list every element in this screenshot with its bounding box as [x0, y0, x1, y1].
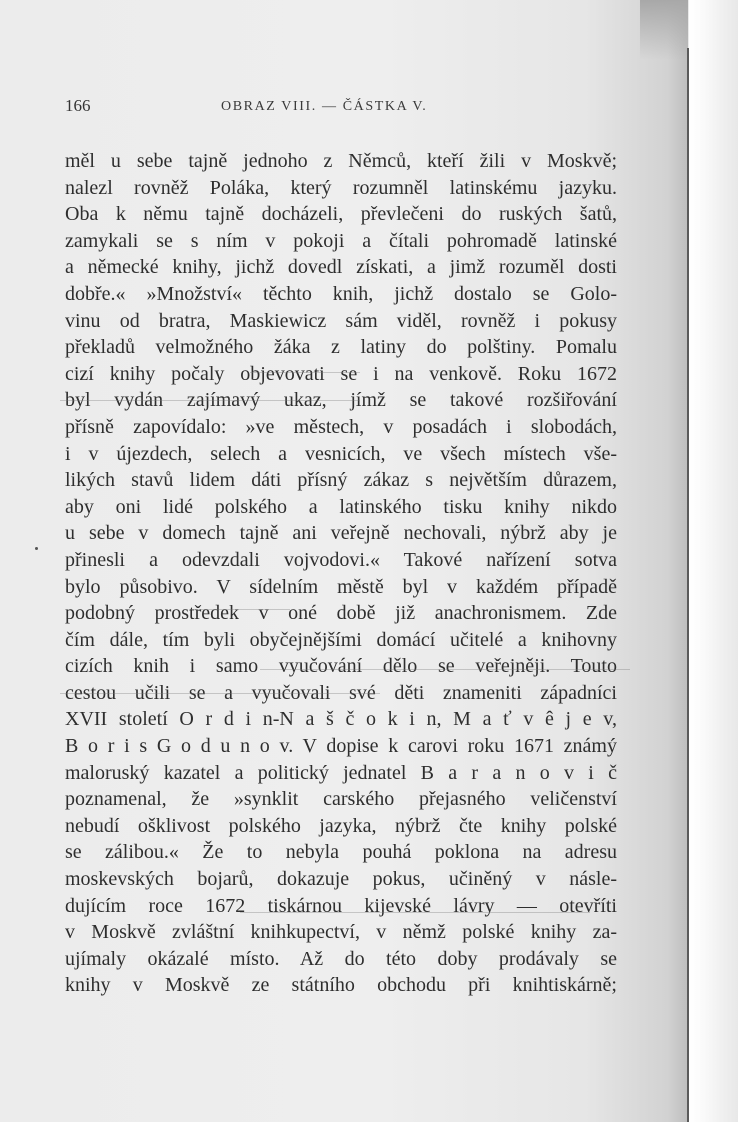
- text-line: přinesli a odevzdali vojvodovi.« Takové nařízení sotva: [65, 548, 617, 571]
- text-line: dujícím roce 1672 tiskárnou kijevské lávry — otevříti: [65, 894, 617, 917]
- pencil-underline: [60, 693, 380, 694]
- body-text: [65, 148, 617, 999]
- text-line: poznamenal, že »synklit carského přejasného veličenství: [65, 788, 617, 811]
- text-line: i v újezdech, selech a vesnicích, ve všech místech vše-: [65, 442, 617, 465]
- text-line: se zálibou.« Že to nebyla pouhá poklona na adresu: [65, 841, 617, 864]
- text-line: měl u sebe tajně jednoho z Němců, kteří žili v Moskvě;: [65, 150, 617, 172]
- text-line: B o r i s G o d u n o v. V dopise k carovi roku 1671 známý: [65, 735, 617, 758]
- text-line: zamykali se s ním v pokoji a čítali pohromadě latinské: [65, 229, 617, 252]
- running-head: OBRAZ VIII. — ČÁSTKA V.: [221, 99, 428, 114]
- text-line: překladů velmožného žáka z latiny do polštiny. Pomalu: [65, 336, 617, 359]
- text-line: v Moskvě zvláštní knihkupectví, v němž polské knihy za-: [65, 921, 617, 944]
- pencil-underline: [240, 912, 590, 913]
- text-line: vinu od bratra, Maskiewicz sám viděl, rovněž i pokusy: [65, 309, 617, 332]
- pencil-underline: [60, 400, 360, 401]
- text-line: cizích knih i samo vyučování dělo se veřejněji. Touto: [65, 655, 617, 678]
- text-line: nebudí ošklivost polského jazyka, nýbrž čte knihy polské: [65, 814, 617, 837]
- text-line: čím dále, tím byli obyčejnějšími domácí učitelé a knihovny: [65, 628, 617, 651]
- text-line: knihy v Moskvě ze státního obchodu při knihtiskárně;: [65, 974, 617, 997]
- text-line: Oba k němu tajně docházeli, převlečeni do ruských šatů,: [65, 203, 617, 226]
- text-line: dobře.« »Množství« těchto knih, jichž dostalo se Golo-: [65, 282, 617, 305]
- text-line: maloruský kazatel a politický jednatel B a r a n o v i č: [65, 761, 617, 784]
- text-line: likých stavů lidem dáti přísný zákaz s největším důrazem,: [65, 469, 617, 492]
- pencil-underline: [250, 372, 360, 373]
- gutter-shadow: [640, 0, 688, 60]
- margin-mark: [35, 547, 38, 550]
- text-line: cizí knihy počaly objevovati se i na venkově. Roku 1672: [65, 362, 617, 385]
- text-line: nalezl rovněž Poláka, který rozumněl latinskému jazyku.: [65, 176, 617, 199]
- text-line: cestou učili se a vyučovali své děti znameniti západníci: [65, 681, 617, 704]
- text-line: XVII století O r d i n-N a š č o k i n, M a ť v ê j e v,: [65, 708, 617, 731]
- text-line: moskevských bojarů, dokazuje pokus, učiněný v násle-: [65, 868, 617, 891]
- text-line: ujímaly okázalé místo. Až do této doby prodávaly se: [65, 947, 617, 970]
- text-line: přísně zapovídalo: »ve městech, v posadách i slobodách,: [65, 415, 617, 438]
- text-line: u sebe v domech tajně ani veřejně nechovali, nýbrž aby je: [65, 522, 617, 545]
- text-line: a německé knihy, jichž dovedl získati, a jimž rozuměl dosti: [65, 256, 617, 279]
- next-page-edge: [689, 0, 738, 1122]
- text-line: podobný prostředek v oné době již anachronismem. Zde: [65, 602, 617, 625]
- text-line: aby oni lidé polského a latinského tisku knihy nikdo: [65, 495, 617, 518]
- page-header: [0, 96, 688, 120]
- text-line: byl vydán zajímavý ukaz, jímž se takové rozšiřování: [65, 389, 617, 412]
- pencil-underline: [190, 609, 290, 610]
- pencil-underline: [260, 669, 630, 670]
- page-number: 166: [65, 96, 91, 115]
- text-line: bylo působivo. V sídelním městě byl v každém případě: [65, 575, 617, 598]
